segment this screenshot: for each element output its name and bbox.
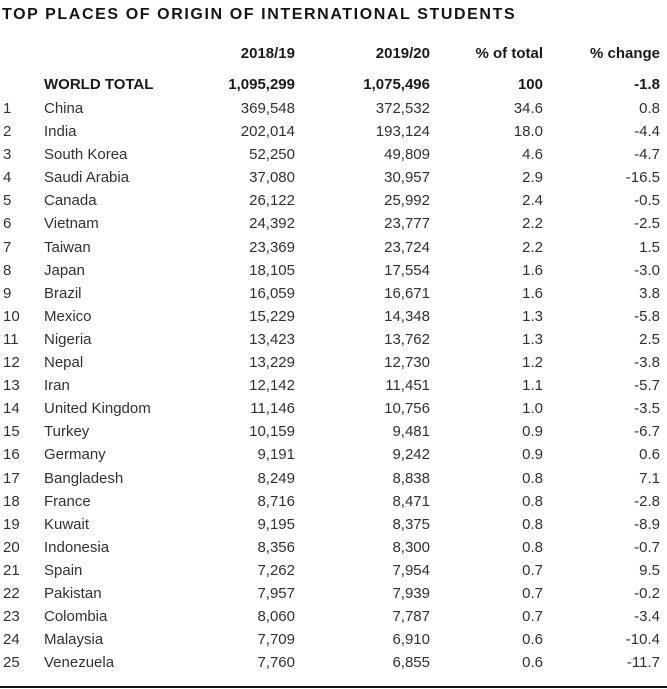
value-2019-20-cell: 12,730 — [384, 354, 430, 372]
value-2018-19-cell: 8,249 — [257, 469, 295, 487]
value-2018-19-cell: 7,957 — [257, 584, 295, 602]
pct-of-total-cell: 0.6 — [522, 631, 543, 649]
pct-change-cell: -11.7 — [626, 654, 660, 672]
value-2018-19-cell: 24,392 — [249, 215, 295, 233]
value-2018-19-cell: 8,356 — [257, 538, 295, 556]
pct-change-cell: -10.4 — [625, 631, 660, 649]
rank-cell: 17 — [3, 469, 20, 487]
pct-of-total-cell: 2.9 — [522, 169, 543, 187]
value-2018-19-cell: 13,423 — [249, 330, 295, 348]
value-2018-19-cell: 7,262 — [257, 561, 295, 579]
pct-of-total-cell: 2.4 — [522, 192, 543, 210]
column-header-2018-19: 2018/19 — [240, 45, 295, 62]
pct-change-cell: -8.9 — [634, 515, 660, 533]
value-2019-20-cell: 8,375 — [392, 515, 430, 533]
rank-cell: 9 — [3, 284, 12, 302]
value-2018-19-cell: 12,142 — [249, 377, 295, 395]
value-2018-19-cell: 8,716 — [257, 492, 295, 510]
place-cell: United Kingdom — [44, 400, 151, 418]
place-cell: Saudi Arabia — [44, 169, 130, 187]
pct-change-cell: -2.5 — [634, 215, 660, 233]
place-cell: Kuwait — [44, 515, 90, 533]
place-cell: Venezuela — [44, 654, 115, 672]
column-header-row — [0, 45, 667, 62]
table-row — [0, 305, 667, 328]
pct-of-total-cell: 1.3 — [522, 330, 543, 348]
value-2019-20-cell: 49,809 — [384, 146, 430, 164]
place-cell: WORLD TOTAL — [44, 76, 154, 93]
rank-cell: 25 — [3, 654, 20, 672]
column-header-2019-20: 2019/20 — [375, 45, 430, 62]
table-row — [0, 189, 667, 212]
rank-cell: 2 — [3, 123, 12, 141]
table-bottom-rule — [0, 686, 667, 688]
table-row — [0, 143, 667, 166]
rank-cell: 20 — [3, 538, 20, 556]
pct-change-cell: 0.6 — [639, 446, 660, 464]
value-2019-20-cell: 8,300 — [392, 538, 430, 556]
table-row — [0, 97, 667, 120]
rank-cell: 10 — [3, 307, 20, 325]
value-2018-19-cell: 1,095,299 — [228, 76, 295, 93]
value-2018-19-cell: 26,122 — [249, 192, 295, 210]
table-row — [0, 490, 667, 513]
value-2018-19-cell: 13,229 — [249, 354, 295, 372]
value-2018-19-cell: 37,080 — [249, 169, 295, 187]
value-2019-20-cell: 8,838 — [392, 469, 430, 487]
value-2019-20-cell: 17,554 — [384, 261, 430, 279]
pct-of-total-cell: 1.6 — [522, 284, 543, 302]
value-2018-19-cell: 10,159 — [249, 423, 295, 441]
pct-of-total-cell: 2.2 — [522, 215, 543, 233]
table-row — [0, 628, 667, 651]
place-cell: Mexico — [44, 307, 92, 325]
pct-change-cell: -0.5 — [634, 192, 660, 210]
value-2019-20-cell: 16,671 — [384, 284, 430, 302]
value-2019-20-cell: 9,481 — [392, 423, 430, 441]
pct-of-total-cell: 0.7 — [522, 608, 543, 626]
pct-change-cell: -0.7 — [634, 538, 660, 556]
place-cell: Colombia — [44, 608, 108, 626]
value-2019-20-cell: 7,954 — [392, 561, 430, 579]
rank-cell: 16 — [3, 446, 20, 464]
place-cell: Spain — [44, 561, 83, 579]
pct-change-cell: 7.1 — [639, 469, 660, 487]
table-row — [0, 513, 667, 536]
pct-of-total-cell: 1.2 — [522, 354, 543, 372]
place-cell: Japan — [44, 261, 85, 279]
place-cell: Taiwan — [44, 238, 91, 256]
value-2018-19-cell: 7,760 — [257, 654, 295, 672]
rank-cell: 23 — [3, 608, 20, 626]
value-2019-20-cell: 9,242 — [392, 446, 430, 464]
pct-of-total-cell: 2.2 — [522, 238, 543, 256]
pct-of-total-cell: 0.8 — [522, 492, 543, 510]
value-2019-20-cell: 13,762 — [384, 330, 430, 348]
rank-cell: 7 — [3, 238, 12, 256]
world-total-row — [0, 76, 667, 93]
rank-cell: 3 — [3, 146, 12, 164]
place-cell: Brazil — [44, 284, 82, 302]
rank-cell: 5 — [3, 192, 12, 210]
table-row — [0, 605, 667, 628]
rank-cell: 18 — [3, 492, 20, 510]
pct-of-total-cell: 0.8 — [522, 469, 543, 487]
place-cell: South Korea — [44, 146, 128, 164]
rank-cell: 24 — [3, 631, 20, 649]
pct-of-total-cell: 34.6 — [513, 100, 543, 117]
place-cell: Nepal — [44, 354, 84, 372]
value-2018-19-cell: 202,014 — [240, 123, 295, 141]
value-2018-19-cell: 9,191 — [257, 446, 295, 464]
place-cell: Vietnam — [44, 215, 99, 233]
place-cell: Germany — [44, 446, 106, 464]
value-2018-19-cell: 7,709 — [257, 631, 295, 649]
value-2019-20-cell: 23,724 — [384, 238, 430, 256]
rank-cell: 22 — [3, 584, 20, 602]
pct-change-cell: -3.0 — [634, 261, 660, 279]
place-cell: Bangladesh — [44, 469, 124, 487]
value-2019-20-cell: 14,348 — [384, 307, 430, 325]
place-cell: Pakistan — [44, 584, 102, 602]
place-cell: China — [44, 100, 84, 117]
table-row — [0, 397, 667, 420]
pct-change-cell: -3.5 — [634, 400, 660, 418]
table-row — [0, 328, 667, 351]
pct-of-total-cell: 1.1 — [522, 377, 543, 395]
pct-change-cell: -2.8 — [634, 492, 660, 510]
pct-of-total-cell: 0.8 — [522, 538, 543, 556]
table-row — [0, 420, 667, 443]
pct-change-cell: -0.2 — [634, 584, 660, 602]
place-cell: France — [44, 492, 91, 510]
value-2019-20-cell: 8,471 — [392, 492, 430, 510]
table-row — [0, 166, 667, 189]
table-row — [0, 236, 667, 259]
place-cell: Nigeria — [44, 330, 92, 348]
column-header-pct-change: % change — [589, 45, 660, 62]
pct-of-total-cell: 0.9 — [522, 446, 543, 464]
rank-cell: 15 — [3, 423, 20, 441]
pct-change-cell: -4.7 — [634, 146, 660, 164]
pct-change-cell: -1.8 — [634, 76, 660, 93]
pct-change-cell: -3.4 — [634, 608, 660, 626]
pct-of-total-cell: 1.3 — [522, 307, 543, 325]
value-2019-20-cell: 23,777 — [384, 215, 430, 233]
table-row — [0, 536, 667, 559]
place-cell: Malaysia — [44, 631, 104, 649]
value-2019-20-cell: 372,532 — [375, 100, 430, 117]
pct-of-total-cell: 0.7 — [522, 584, 543, 602]
pct-change-cell: -6.7 — [634, 423, 660, 441]
value-2019-20-cell: 25,992 — [384, 192, 430, 210]
value-2018-19-cell: 11,146 — [250, 400, 295, 418]
place-cell: Canada — [44, 192, 97, 210]
rank-cell: 4 — [3, 169, 12, 187]
rank-cell: 6 — [3, 215, 12, 233]
pct-of-total-cell: 0.7 — [522, 561, 543, 579]
pct-change-cell: -5.8 — [634, 307, 660, 325]
column-header-pct-of-total: % of total — [475, 45, 543, 62]
value-2019-20-cell: 10,756 — [384, 400, 430, 418]
rank-cell: 14 — [3, 400, 20, 418]
value-2018-19-cell: 8,060 — [257, 608, 295, 626]
pct-of-total-cell: 0.8 — [522, 515, 543, 533]
pct-change-cell: 2.5 — [639, 330, 660, 348]
pct-of-total-cell: 18.0 — [513, 123, 543, 141]
pct-of-total-cell: 4.6 — [522, 146, 543, 164]
pct-change-cell: 9.5 — [639, 561, 660, 579]
pct-of-total-cell: 1.0 — [522, 400, 543, 418]
pct-change-cell: 1.5 — [639, 238, 660, 256]
table-row — [0, 282, 667, 305]
pct-change-cell: -16.5 — [625, 169, 660, 187]
value-2018-19-cell: 16,059 — [249, 284, 295, 302]
rank-cell: 21 — [3, 561, 20, 579]
value-2019-20-cell: 30,957 — [384, 169, 430, 187]
table-row — [0, 467, 667, 490]
value-2018-19-cell: 23,369 — [249, 238, 295, 256]
table-row — [0, 259, 667, 282]
table-row — [0, 582, 667, 605]
pct-of-total-cell: 0.6 — [522, 654, 543, 672]
table-row — [0, 651, 667, 674]
rank-cell: 11 — [3, 330, 19, 348]
table-row — [0, 212, 667, 235]
pct-of-total-cell: 0.9 — [522, 423, 543, 441]
table-body — [0, 97, 667, 674]
value-2019-20-cell: 6,855 — [392, 654, 430, 672]
rank-cell: 1 — [3, 100, 12, 117]
pct-change-cell: 0.8 — [639, 100, 660, 117]
value-2019-20-cell: 7,939 — [392, 584, 430, 602]
pct-of-total-cell: 100 — [517, 76, 543, 93]
table-row — [0, 374, 667, 397]
rank-cell: 8 — [3, 261, 12, 279]
table-row — [0, 120, 667, 143]
place-cell: Turkey — [44, 423, 90, 441]
value-2019-20-cell: 11,451 — [385, 377, 430, 395]
value-2019-20-cell: 193,124 — [375, 123, 430, 141]
pct-change-cell: -5.7 — [634, 377, 660, 395]
value-2019-20-cell: 1,075,496 — [363, 76, 430, 93]
value-2018-19-cell: 369,548 — [240, 100, 295, 117]
pct-change-cell: -4.4 — [634, 123, 660, 141]
value-2019-20-cell: 6,910 — [392, 631, 430, 649]
table-title: TOP PLACES OF ORIGIN OF INTERNATIONAL STUDENTS — [2, 6, 517, 23]
table-row — [0, 443, 667, 466]
table-row — [0, 351, 667, 374]
rank-cell: 13 — [3, 377, 20, 395]
value-2018-19-cell: 52,250 — [249, 146, 295, 164]
place-cell: India — [44, 123, 77, 141]
value-2018-19-cell: 9,195 — [257, 515, 295, 533]
value-2018-19-cell: 18,105 — [249, 261, 295, 279]
rank-cell: 12 — [3, 354, 20, 372]
rank-cell: 19 — [3, 515, 20, 533]
pct-change-cell: -3.8 — [634, 354, 660, 372]
pct-of-total-cell: 1.6 — [522, 261, 543, 279]
table-row — [0, 559, 667, 582]
place-cell: Indonesia — [44, 538, 110, 556]
place-cell: Iran — [44, 377, 70, 395]
pct-change-cell: 3.8 — [639, 284, 660, 302]
value-2019-20-cell: 7,787 — [392, 608, 430, 626]
value-2018-19-cell: 15,229 — [249, 307, 295, 325]
